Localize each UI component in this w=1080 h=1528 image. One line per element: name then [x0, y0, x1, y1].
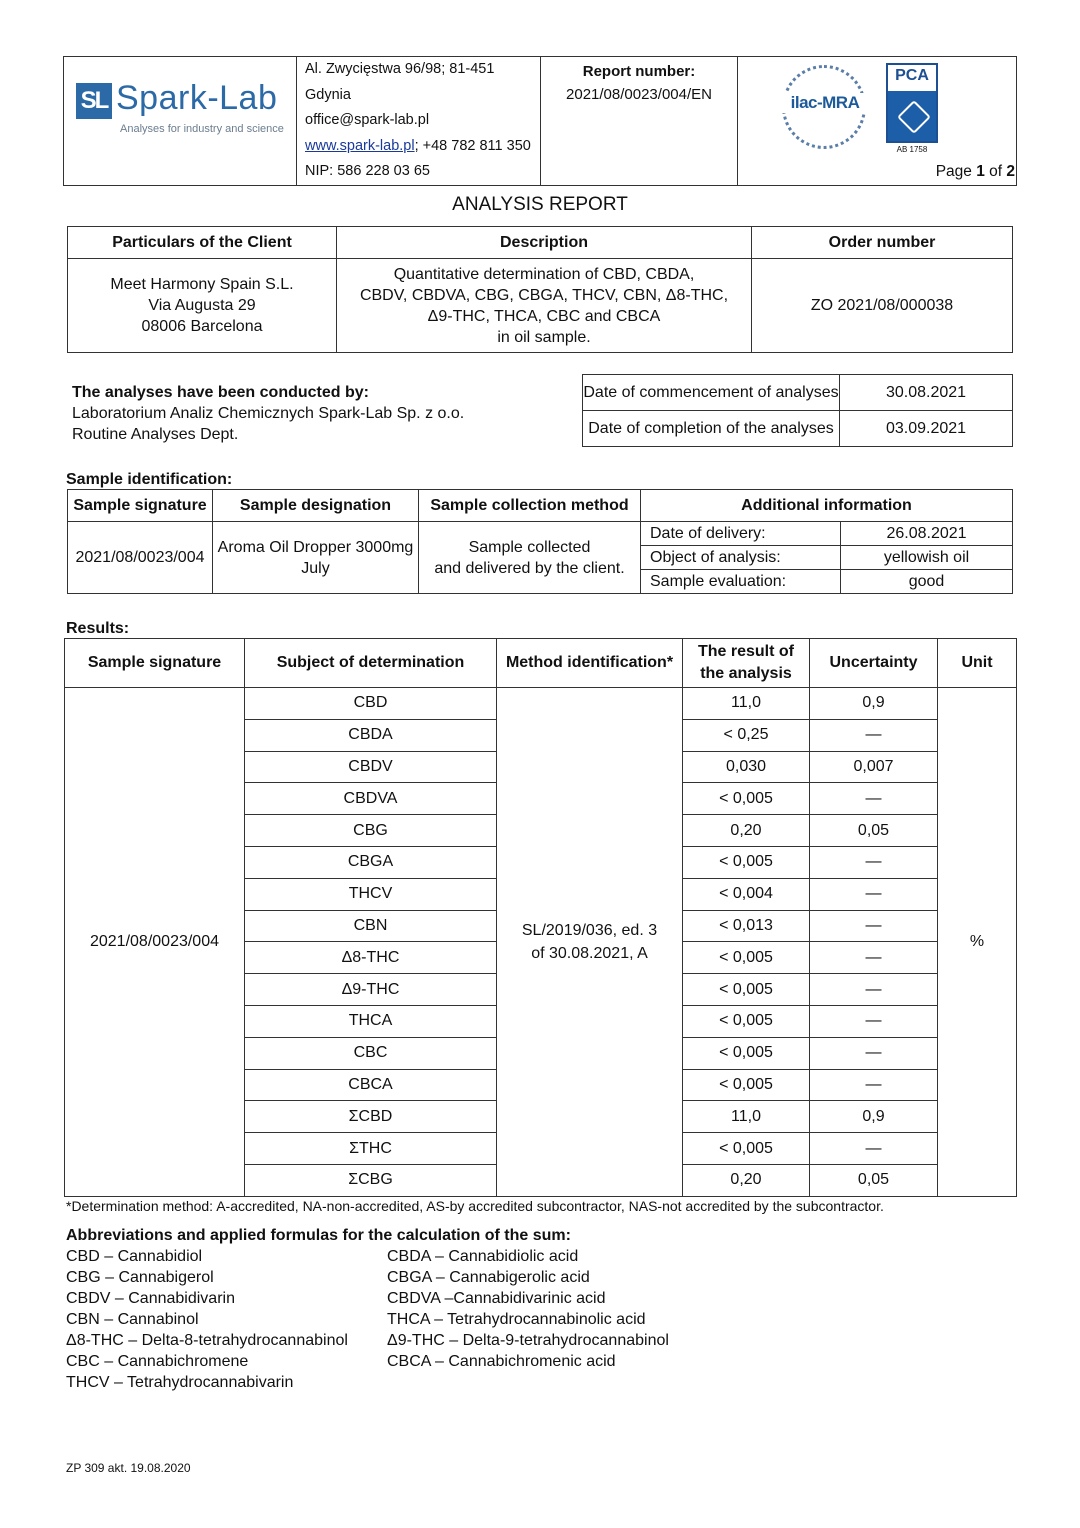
- info-value: yellowish oil: [841, 546, 1013, 570]
- uncertainty-cell: —: [810, 719, 938, 751]
- result-cell: < 0,005: [683, 1005, 810, 1037]
- result-cell: < 0,005: [683, 1037, 810, 1069]
- client-details: Meet Harmony Spain S.L. Via Augusta 29 08006 Barcelona: [68, 259, 337, 353]
- subject-header: Subject of determination: [245, 639, 497, 688]
- subject-cell: ΣCBG: [245, 1164, 497, 1196]
- result-cell: < 0,004: [683, 878, 810, 910]
- subject-cell: CBCA: [245, 1069, 497, 1101]
- uncertainty-cell: —: [810, 846, 938, 878]
- abbreviations-left: [66, 1246, 348, 1393]
- collection-method: Sample collected and delivered by the client.: [419, 522, 641, 594]
- subject-cell: THCV: [245, 878, 497, 910]
- result-header: The result of the analysis: [683, 639, 810, 688]
- subject-cell: Δ9-THC: [245, 974, 497, 1006]
- subject-cell: CBDV: [245, 751, 497, 783]
- logo-cell: [64, 57, 297, 186]
- uncertainty-cell: 0,9: [810, 1101, 938, 1133]
- nip: NIP: 586 228 03 65: [305, 163, 430, 179]
- result-cell: < 0,005: [683, 846, 810, 878]
- description-header: Description: [337, 227, 752, 259]
- dates-table: [582, 374, 1013, 447]
- uncertainty-cell: —: [810, 1005, 938, 1037]
- completion-date: 03.09.2021: [840, 411, 1013, 447]
- conducted-by: The analyses have been conducted by: Laboratorium Analiz Chemicznych Spark-Lab Sp. z o.o. Routine Analyses Dept.: [72, 384, 465, 443]
- subject-cell: ΣTHC: [245, 1133, 497, 1165]
- additional-info-header: Additional information: [641, 490, 1013, 522]
- uncertainty-cell: —: [810, 878, 938, 910]
- report-header: [63, 56, 1017, 186]
- address: Al. Zwycięstwa 96/98; 81-451 Gdynia: [305, 61, 495, 103]
- client-header: Particulars of the Client: [68, 227, 337, 259]
- abbreviation-item: CBCA – Cannabichromenic acid: [387, 1353, 616, 1370]
- email: office@spark-lab.pl: [305, 112, 430, 128]
- result-cell: < 0,005: [683, 974, 810, 1006]
- uncertainty-cell: —: [810, 1069, 938, 1101]
- sample-signature: 2021/08/0023/004: [68, 522, 213, 594]
- uncertainty-cell: —: [810, 910, 938, 942]
- subject-cell: CBGA: [245, 846, 497, 878]
- uncertainty-cell: 0,007: [810, 751, 938, 783]
- order-number: ZO 2021/08/000038: [752, 259, 1013, 353]
- uncertainty-header: Uncertainty: [810, 639, 938, 688]
- result-cell: < 0,005: [683, 942, 810, 974]
- contact-info: [297, 57, 541, 186]
- abbreviation-item: THCV – Tetrahydrocannabivarin: [66, 1374, 294, 1391]
- abbreviation-item: Δ9-THC – Delta-9-tetrahydrocannabinol: [387, 1332, 669, 1349]
- res-signature-header: Sample signature: [65, 639, 245, 688]
- order-number-header: Order number: [752, 227, 1013, 259]
- subject-cell: THCA: [245, 1005, 497, 1037]
- report-number-label: Report number:: [582, 63, 696, 80]
- pca-logo-icon: [886, 63, 938, 143]
- abbreviation-item: Δ8-THC – Delta-8-tetrahydrocannabinol: [66, 1332, 348, 1349]
- result-cell: < 0,005: [683, 1133, 810, 1165]
- subject-cell: CBDVA: [245, 783, 497, 815]
- uncertainty-cell: 0,9: [810, 688, 938, 720]
- info-value: good: [841, 570, 1013, 594]
- abbreviations-right: [387, 1246, 669, 1372]
- method-cell: SL/2019/036, ed. 3 of 30.08.2021, A: [497, 688, 683, 1197]
- result-sample-signature: 2021/08/0023/004: [65, 688, 245, 1197]
- abbreviation-item: CBDA – Cannabidiolic acid: [387, 1248, 579, 1265]
- result-cell: < 0,005: [683, 783, 810, 815]
- website-link[interactable]: www.spark-lab.pl: [305, 137, 415, 154]
- abbreviation-item: CBC – Cannabichromene: [66, 1353, 249, 1370]
- result-cell: 11,0: [683, 688, 810, 720]
- results-table: [64, 638, 1017, 1197]
- subject-cell: CBC: [245, 1037, 497, 1069]
- info-label: Date of delivery:: [641, 522, 841, 546]
- form-code: ZP 309 akt. 19.08.2020: [66, 1461, 191, 1475]
- unit-cell: %: [938, 688, 1017, 1197]
- logo-name: Spark-Lab: [116, 79, 278, 117]
- result-cell: < 0,25: [683, 719, 810, 751]
- abbreviation-item: CBN – Cannabinol: [66, 1311, 199, 1328]
- result-cell: 11,0: [683, 1101, 810, 1133]
- sample-section-label: Sample identification:: [66, 471, 233, 488]
- phone: ; +48 782 811 350: [414, 137, 531, 154]
- client-table: [67, 226, 1013, 353]
- result-cell: < 0,013: [683, 910, 810, 942]
- abbreviation-item: CBD – Cannabidiol: [66, 1248, 203, 1265]
- spark-lab-logo-icon: SL: [76, 83, 112, 119]
- method-header: Method identification*: [497, 639, 683, 688]
- description: Quantitative determination of CBD, CBDA, CBDV, CBDVA, CBG, CBGA, THCV, CBN, Δ8-THC, Δ9-THC, THCA, CBC and CBCA in oil sample.: [337, 259, 752, 353]
- uncertainty-cell: —: [810, 974, 938, 1006]
- uncertainty-cell: —: [810, 1133, 938, 1165]
- completion-label: Date of completion of the analyses: [583, 411, 840, 447]
- info-label: Object of analysis:: [641, 546, 841, 570]
- logo-tagline: Analyses for industry and science: [120, 123, 284, 135]
- sample-table: [67, 489, 1013, 594]
- subject-cell: ΣCBD: [245, 1101, 497, 1133]
- abbreviation-item: CBGA – Cannabigerolic acid: [387, 1269, 590, 1286]
- footnote: *Determination method: A-accredited, NA-non-accredited, AS-by accredited subcontractor, NAS-not accredited by the subcontractor.: [66, 1198, 884, 1214]
- accreditation-number: AB 1758: [896, 145, 928, 154]
- commencement-date: 30.08.2021: [840, 375, 1013, 411]
- commencement-label: Date of commencement of analyses: [583, 375, 840, 411]
- subject-cell: CBD: [245, 688, 497, 720]
- table-row: [65, 688, 1017, 720]
- abbreviation-item: CBDVA –Cannabidivarinic acid: [387, 1290, 606, 1307]
- abbreviations-title: Abbreviations and applied formulas for the calculation of the sum:: [66, 1227, 571, 1244]
- abbreviation-item: THCA – Tetrahydrocannabinolic acid: [387, 1311, 646, 1328]
- subject-cell: CBG: [245, 815, 497, 847]
- info-label: Sample evaluation:: [641, 570, 841, 594]
- uncertainty-cell: —: [810, 942, 938, 974]
- subject-cell: Δ8-THC: [245, 942, 497, 974]
- result-cell: 0,20: [683, 1164, 810, 1196]
- report-number: 2021/08/0023/004/EN: [566, 86, 712, 103]
- sample-signature-header: Sample signature: [68, 490, 213, 522]
- collection-method-header: Sample collection method: [419, 490, 641, 522]
- sample-designation: Aroma Oil Dropper 3000mg July: [213, 522, 419, 594]
- report-number-cell: [541, 57, 738, 186]
- uncertainty-cell: 0,05: [810, 1164, 938, 1196]
- ilac-mra-text: ilac-MRA: [780, 93, 870, 113]
- pca-text: PCA: [895, 67, 929, 84]
- abbreviation-item: CBG – Cannabigerol: [66, 1269, 214, 1286]
- results-section-label: Results:: [66, 620, 130, 637]
- sample-designation-header: Sample designation: [213, 490, 419, 522]
- result-cell: 0,20: [683, 815, 810, 847]
- page-indicator: Page 1 of 2: [935, 163, 1015, 180]
- result-cell: < 0,005: [683, 1069, 810, 1101]
- unit-header: Unit: [938, 639, 1017, 688]
- page-title: ANALYSIS REPORT: [452, 194, 628, 215]
- subject-cell: CBN: [245, 910, 497, 942]
- info-value: 26.08.2021: [841, 522, 1013, 546]
- abbreviation-item: CBDV – Cannabidivarin: [66, 1290, 235, 1307]
- subject-cell: CBDA: [245, 719, 497, 751]
- uncertainty-cell: —: [810, 1037, 938, 1069]
- uncertainty-cell: 0,05: [810, 815, 938, 847]
- uncertainty-cell: —: [810, 783, 938, 815]
- result-cell: 0,030: [683, 751, 810, 783]
